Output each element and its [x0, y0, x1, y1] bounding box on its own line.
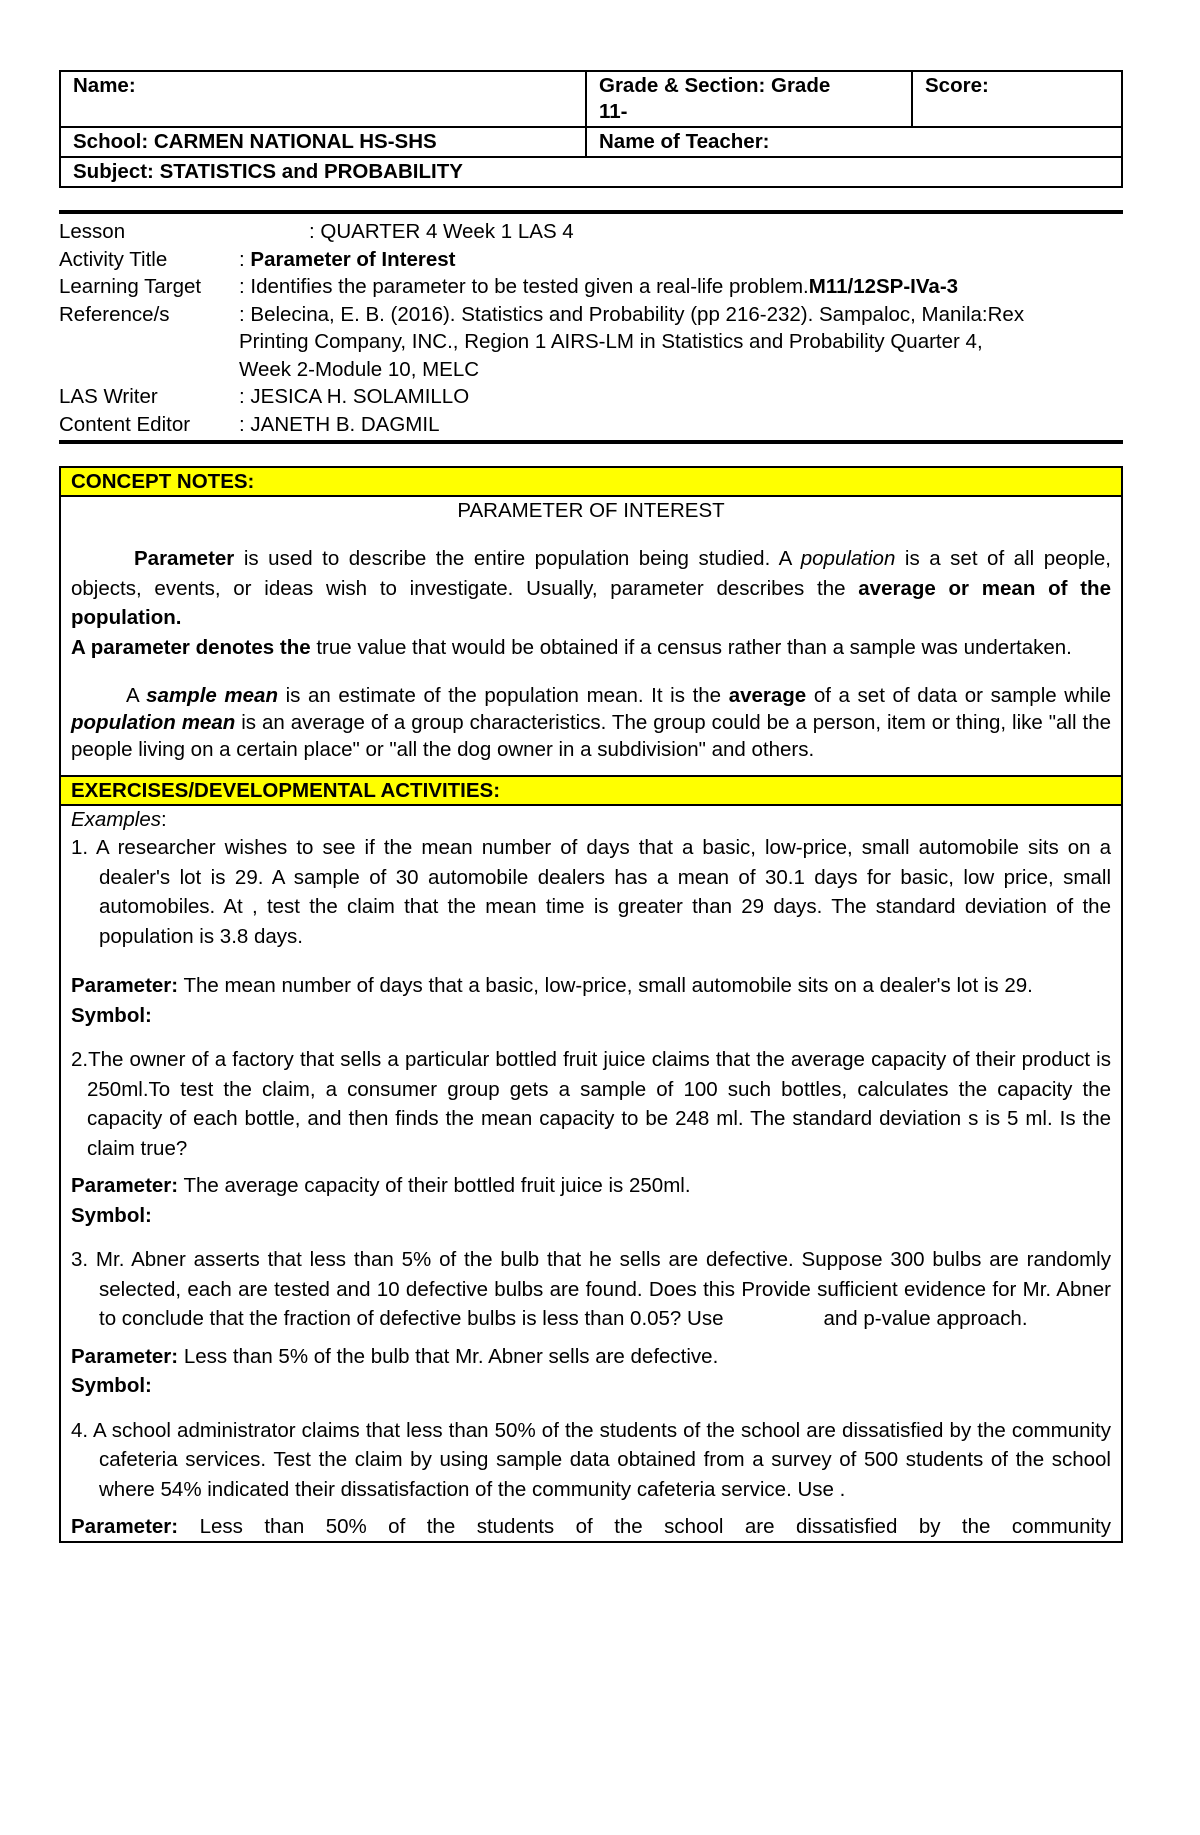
content-editor-row: [59, 411, 1123, 439]
examples-label: Examples:: [71, 808, 167, 831]
exercises-heading: EXERCISES/DEVELOPMENTAL ACTIVITIES:: [61, 775, 1121, 806]
las-writer-value: : JESICA H. SOLAMILLO: [239, 385, 470, 408]
activity-title-value: : Parameter of Interest: [239, 247, 456, 271]
activity-title-row: [59, 246, 1123, 274]
lesson-row: [59, 218, 1123, 246]
parameter-3: Parameter: Less than 5% of the bulb that Mr. Abner sells are defective.: [71, 1344, 719, 1368]
worksheet-page: [59, 70, 1123, 1543]
las-writer-row: [59, 383, 1123, 411]
lesson-key: Lesson: [59, 220, 126, 243]
symbol-3: Symbol:: [71, 1374, 152, 1397]
subject-cell: Subject: STATISTICS and PROBABILITY: [60, 157, 1122, 187]
example-4: 4. A school administrator claims that less than 50% of the students of the school are dissatisfied by the community cafeteria services. Test the claim by using sample data obtained from a survey of 500 students of the school where 54% indicated their dissatisfaction of the community cafeteria service. Use .: [71, 1418, 1111, 1501]
reference-row: [59, 301, 1123, 384]
reference-value: : Belecina, E. B. (2016). Statistics and Probability (pp 216-232). Sampaloc, Manila:Rex Printing Company, INC., Region 1 AIRS-LM in Statistics and Probability Quarter 4, Week 2-Module 10, MELC: [239, 302, 1025, 381]
score-cell: Score:: [912, 71, 1122, 127]
lesson-value: : QUARTER 4 Week 1 LAS 4: [309, 220, 574, 243]
bottom-rule: [59, 440, 1123, 444]
symbol-1: Symbol:: [71, 1003, 152, 1027]
school-cell: School: CARMEN NATIONAL HS-SHS: [60, 127, 586, 157]
parameter-4: Parameter: Less than 50% of the students of the school are dissatisfied by the community: [71, 1515, 1111, 1538]
example-1: 1. A researcher wishes to see if the mean number of days that a basic, low-price, small automobile sits on a dealer's lot is 29. A sample of 30 automobile dealers has a mean of 30.1 days for basic, low price, small automobiles. At , test the claim that the mean time is greater than 29 days. The standard deviation of the population is 3.8 days.: [71, 836, 1111, 948]
concept-notes-content: [61, 497, 1121, 763]
learning-target-value: : Identifies the parameter to be tested given a real-life problem.M11/12SP-IVa-3: [239, 275, 959, 298]
parameter-2: Parameter: The average capacity of their bottled fruit juice is 250ml.: [71, 1174, 691, 1197]
content-editor-value: : JANETH B. DAGMIL: [239, 412, 440, 436]
main-box: [59, 466, 1123, 1543]
learning-target-row: [59, 273, 1123, 301]
concept-title: PARAMETER OF INTEREST: [457, 499, 725, 522]
reference-key: Reference/s: [59, 302, 170, 326]
teacher-cell: Name of Teacher:: [586, 127, 1122, 157]
example-3: 3. Mr. Abner asserts that less than 5% of the bulb that he sells are defective. Suppose 300 bulbs are randomly selected, each are tested and 10 defective bulbs are found. Does this Provide sufficient evidence for Mr. Abner to conclude that the fraction of defective bulbs is less than 0.05? Use and p-value approach.: [71, 1248, 1111, 1330]
activity-title-key: Activity Title: [59, 247, 168, 271]
concept-paragraph-2: A parameter denotes the true value that would be obtained if a census rather than a sample was undertaken.: [71, 635, 1072, 659]
example-2: 2.The owner of a factory that sells a particular bottled fruit juice claims that the average capacity of their product is 250ml.To test the claim, a consumer group gets a sample of 100 such bottles, calculates the capacity the capacity of each bottle, and then finds the mean capacity to be 248 ml. The standard deviation s is 5 ml. Is the claim true?: [71, 1048, 1111, 1160]
concept-paragraph-1: Parameter is used to describe the entire population being studied. A population is a set of all people, objects, events, or ideas wish to investigate. Usually, parameter describes the average or mean of the population.: [71, 547, 1111, 629]
exercises-content: [61, 806, 1121, 1541]
top-rule: [59, 210, 1123, 214]
content-editor-key: Content Editor: [59, 412, 191, 436]
parameter-1: Parameter: The mean number of days that a basic, low-price, small automobile sits on a dealer's lot is 29.: [71, 974, 1033, 997]
concept-paragraph-3: A sample mean is an estimate of the population mean. It is the average of a set of data or sample while population mean is an average of a group characteristics. The group could be a person, item or thing, like "all the people living on a certain place" or "all the dog owner in a subdivision" and others.: [71, 684, 1112, 761]
header-table: [59, 70, 1123, 188]
learning-target-key: Learning Target: [59, 275, 202, 298]
lesson-info: [59, 218, 1123, 438]
grade-section-cell: Grade & Section: Grade 11-: [586, 71, 912, 127]
las-writer-key: LAS Writer: [59, 385, 158, 408]
concept-notes-heading: CONCEPT NOTES:: [61, 468, 1121, 497]
name-cell: Name:: [60, 71, 586, 127]
symbol-2: Symbol:: [71, 1203, 152, 1227]
